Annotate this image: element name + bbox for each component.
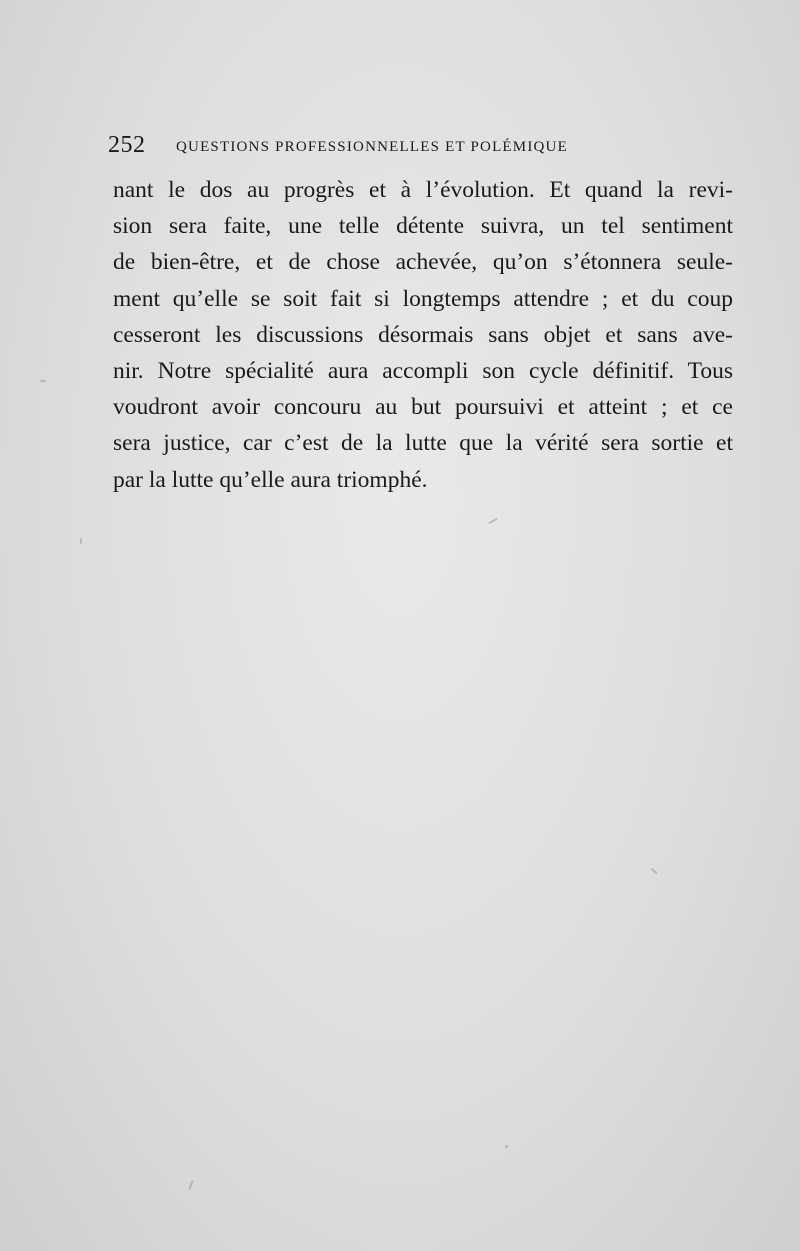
text-line: nant le dos au progrès et à l’évolution. Et quand la revi- [113, 177, 733, 203]
text-line: de bien-être, et de chose achevée, qu’on s’étonnera seule- [113, 249, 733, 276]
page-number: 252 [108, 132, 146, 158]
text-line: cesseront les discussions désormais sans objet et sans ave- [113, 321, 733, 348]
text-line: voudront avoir concouru au but poursuivi et atteint ; et ce [113, 394, 733, 421]
paper-speck [188, 1180, 193, 1190]
running-head [108, 132, 728, 162]
paper-speck [40, 380, 46, 382]
text-line: sion sera faite, une telle détente suivra, un tel sentiment [113, 213, 733, 240]
text-line: nir. Notre spécialité aura accompli son cycle définitif. Tous [113, 357, 733, 384]
paper-speck [650, 868, 657, 875]
text-line: sera justice, car c’est de la lutte que la vérité sera sortie et [113, 430, 733, 457]
text-line: par la lutte qu’elle aura triomphé. [113, 466, 428, 493]
paper-speck [505, 1145, 508, 1148]
body-paragraph [113, 172, 733, 498]
paper-speck [488, 518, 498, 525]
text-line: ment qu’elle se soit fait si longtemps attendre ; et du coup [113, 285, 733, 312]
paper-speck [80, 538, 82, 544]
running-title: QUESTIONS PROFESSIONNELLES ET POLÉMIQUE [176, 139, 568, 155]
